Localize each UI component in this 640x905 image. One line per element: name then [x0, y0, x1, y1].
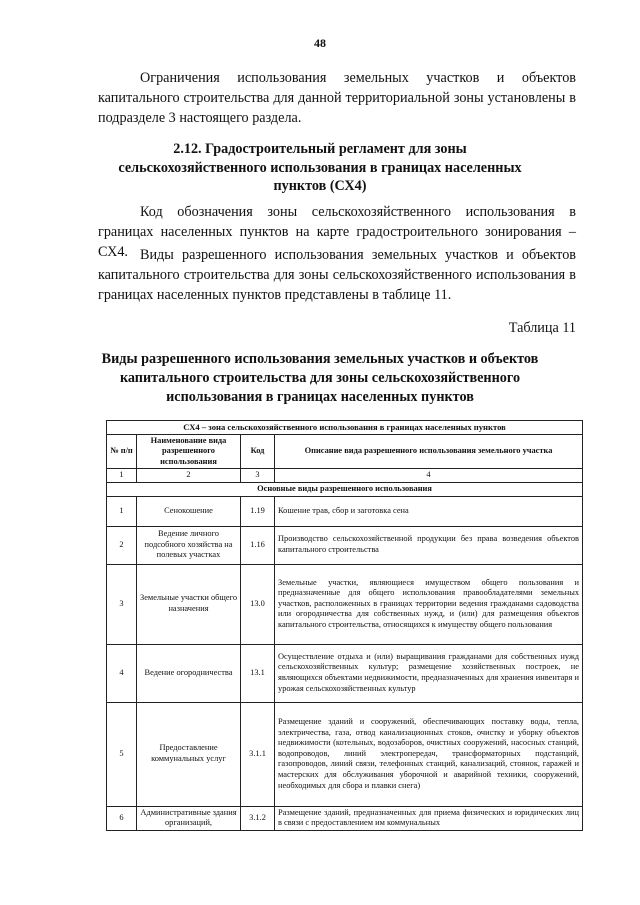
column-number-row — [107, 469, 583, 483]
table-row — [107, 702, 583, 806]
row-number: 4 — [107, 644, 137, 702]
section-row — [107, 482, 583, 496]
row-number: 6 — [107, 806, 137, 830]
row-number: 3 — [107, 564, 137, 644]
row-number: 5 — [107, 702, 137, 806]
zone-header-row — [107, 421, 583, 435]
permitted-uses-table — [106, 420, 583, 831]
use-name: Сенокошение — [137, 496, 241, 526]
row-number: 2 — [107, 526, 137, 564]
table-row — [107, 806, 583, 830]
row-number: 1 — [107, 496, 137, 526]
use-code: 13.1 — [241, 644, 275, 702]
use-name: Предоставление коммунальных услуг — [137, 702, 241, 806]
use-name: Ведение личного подсобного хозяйства на полевых участках — [137, 526, 241, 564]
table-label: Таблица 11 — [508, 320, 576, 336]
use-code: 1.16 — [241, 526, 275, 564]
table-row — [107, 644, 583, 702]
use-name: Административные здания организаций, — [137, 806, 241, 830]
column-header-name: Наименование вида разрешенного использования — [137, 434, 241, 469]
column-header-description: Описание вида разрешенного использования земельного участка — [275, 434, 583, 469]
intro-paragraph: Ограничения использования земельных участков и объектов капитального строительства для данной территориальной зоны установлены в подразделе 3 настоящего раздела. — [98, 70, 576, 126]
use-description: Размещение зданий, предназначенных для приема физических и юридических лиц в связи с предоставлением им коммунальных — [275, 806, 583, 830]
use-description: Кошение трав, сбор и заготовка сена — [275, 496, 583, 526]
use-name: Ведение огородничества — [137, 644, 241, 702]
use-description: Осуществление отдыха и (или) выращивания гражданами для собственных нужд сельскохозяйственных культур; размещение хозяйственных построек, не являющихся объектами недвижимости, предназначенных для хранения инвентаря и урожая сельскохозяйственных культур — [275, 644, 583, 702]
zone-code-paragraph: Код обозначения зоны сельскохозяйственного использования в границах населенных пунктов на карте градостроительного зонирования – СХ4. — [98, 204, 576, 260]
column-header-code: Код — [241, 434, 275, 469]
use-code: 3.1.2 — [241, 806, 275, 830]
column-header-row — [107, 434, 583, 469]
table-row — [107, 564, 583, 644]
section-heading: 2.12. Градостроительный регламент для зоны сельскохозяйственного использования в границах населенных пунктов (СХ4) — [118, 141, 522, 194]
use-code: 1.19 — [241, 496, 275, 526]
permitted-uses-paragraph: Виды разрешенного использования земельных участков и объектов капитального строительства для зоны сельскохозяйственного использования в границах населенных пунктов представлены в таблице 11. — [98, 247, 576, 303]
table-title: Виды разрешенного использования земельных участков и объектов капитального строительства для зоны сельскохозяйственного использования в границах населенных пунктов — [101, 351, 539, 405]
column-number: 4 — [275, 469, 583, 483]
use-code: 3.1.1 — [241, 702, 275, 806]
use-description: Размещение зданий и сооружений, обеспечивающих поставку воды, тепла, электричества, газа, отвод канализационных стоков, очистку и уборку объектов недвижимости (котельных, водозаборов, очистных сооружений, насосных станций, водопроводов, линий электропередач, трансформаторных подстанций, газопроводов, линий связи, телефонных станций, канализаций, стоянок, гаражей и мастерских для обслуживания уборочной и аварийной техники, сооружений, необходимых для сбора и плавки снега) — [275, 702, 583, 806]
table-row — [107, 526, 583, 564]
column-number: 1 — [107, 469, 137, 483]
use-code: 13.0 — [241, 564, 275, 644]
column-header-number: № п/п — [107, 434, 137, 469]
table-row — [107, 496, 583, 526]
column-number: 2 — [137, 469, 241, 483]
use-description: Производство сельскохозяйственной продукции без права возведения объектов капитального строительства — [275, 526, 583, 564]
use-description: Земельные участки, являющиеся имуществом общего пользования и предназначенные для общего использования правообладателями земельных участков, расположенных в границах территории ведения гражданами садоводства или огородничества для собственных нужд, и (или) для размещения объектов капитального строительства, относящихся к имуществу общего пользования — [275, 564, 583, 644]
column-number: 3 — [241, 469, 275, 483]
use-name: Земельные участки общего назначения — [137, 564, 241, 644]
zone-header: СХ4 – зона сельскохозяйственного использования в границах населенных пунктов — [107, 421, 583, 435]
section-header: Основные виды разрешенного использования — [107, 482, 583, 496]
page-number: 48 — [314, 36, 326, 50]
